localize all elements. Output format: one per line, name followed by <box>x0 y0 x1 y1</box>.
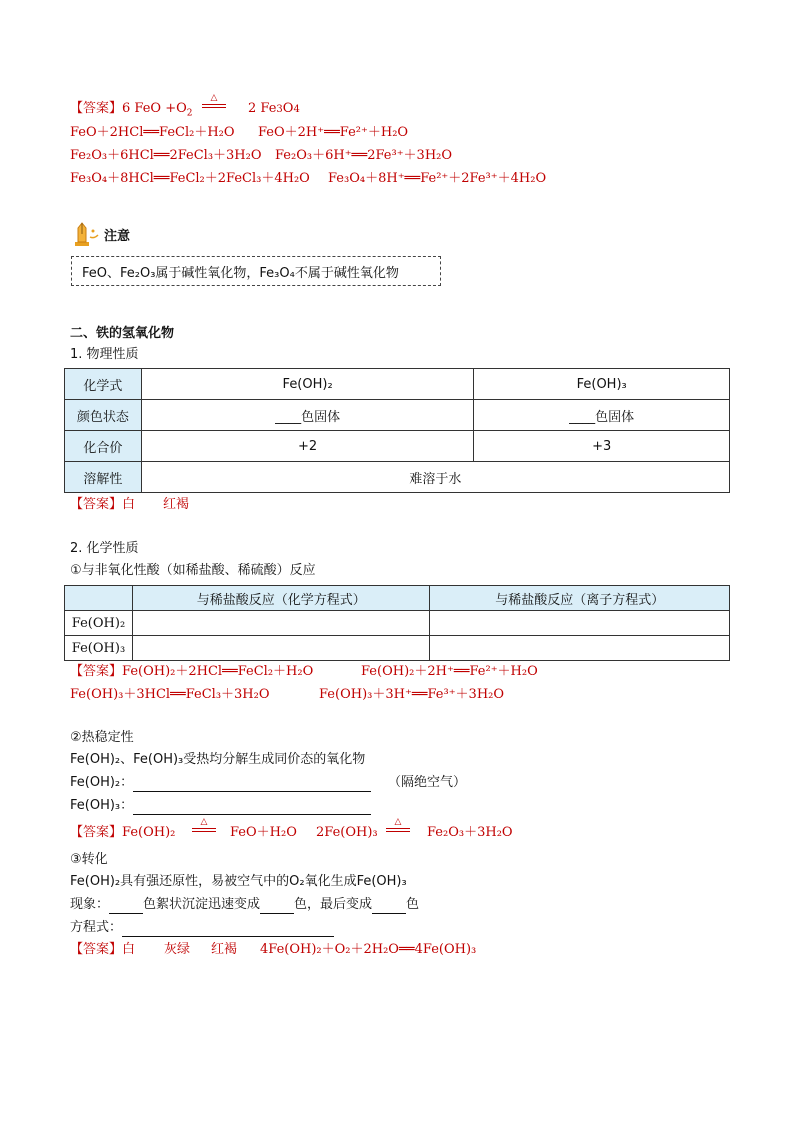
table-cell: Fe(OH)₂ <box>141 369 473 400</box>
answer-color-2: 红褐 <box>163 497 190 512</box>
eq-feo-product: FeO＋H₂O <box>230 825 297 840</box>
color-blank-2[interactable] <box>260 899 294 914</box>
table-cell: ____色固体 <box>474 400 730 431</box>
section-heading: 二、铁的氢氧化物 <box>70 326 175 341</box>
answer-label: 【答案】 <box>70 497 123 512</box>
table-row <box>65 586 730 611</box>
sub-heading-physical: 1. 物理性质 <box>70 347 139 362</box>
color-blank-1[interactable] <box>109 899 143 914</box>
table-row <box>65 462 730 493</box>
answer-color-gray-green: 灰绿 <box>164 942 191 957</box>
answer-line-2 <box>70 124 409 142</box>
table-cell[interactable] <box>132 636 430 661</box>
answer-color-red-brown: 红褐 <box>211 942 238 957</box>
sub-heading-conversion: ③转化 <box>70 852 108 867</box>
table-cell <box>65 586 133 611</box>
answer-line-physical <box>70 496 190 514</box>
pen-note-icon <box>71 222 101 248</box>
answer-line-conversion <box>70 941 477 959</box>
thermal-fe2-line <box>70 774 467 792</box>
thermal-fe2-note: （隔绝空气） <box>388 775 467 790</box>
thermal-description: Fe(OH)₂、Fe(OH)₃受热均分解生成同价态的氧化物 <box>70 752 366 767</box>
heat-arrow: △ <box>192 818 216 832</box>
table-cell[interactable] <box>430 636 730 661</box>
table-cell: 化学式 <box>65 369 142 400</box>
eq-oxidation: 4Fe(OH)₂＋O₂＋2H₂O══4Fe(OH)₃ <box>260 942 477 957</box>
answer-line-3 <box>70 147 453 165</box>
answer-line-acid-1 <box>70 663 538 681</box>
answer-line-acid-2 <box>70 686 505 704</box>
sub-heading-thermal: ②热稳定性 <box>70 730 134 745</box>
eq-fe2o3-hcl: Fe₂O₃＋6HCl══2FeCl₃＋3H₂O <box>70 148 262 163</box>
eq-feo-hcl: FeO＋2HCl══FeCl₂＋H₂O <box>70 125 235 140</box>
table-cell: 化合价 <box>65 431 142 462</box>
answer-label: 【答案】 <box>70 825 123 840</box>
table-row <box>65 400 730 431</box>
acid-reaction-table <box>64 585 730 661</box>
equation-label: 方程式： <box>70 920 123 935</box>
table-row <box>65 636 730 661</box>
eq-fe3o4-product: 2 Fe3O4 <box>248 101 300 116</box>
eq-fe3o4-hcl: Fe₃O₄＋8HCl══FeCl₂＋2FeCl₃＋4H₂O <box>70 171 310 186</box>
eq-fe2o3-product: Fe₂O₃＋3H₂O <box>427 825 513 840</box>
table-cell: 难溶于水 <box>141 462 729 493</box>
eq-fe2o3-h-ion: Fe₂O₃＋6H⁺══2Fe³⁺＋3H₂O <box>275 148 453 163</box>
eq-feoh3-hcl: Fe(OH)₃＋3HCl══FeCl₃＋3H₂O <box>70 687 270 702</box>
eq-feo-h-ion: FeO＋2H⁺══Fe²⁺＋H₂O <box>258 125 409 140</box>
heat-arrow: △ <box>386 818 410 832</box>
sub-heading-chemical: 2. 化学性质 <box>70 541 139 556</box>
phenomenon-line <box>70 896 419 914</box>
eq-fe3o4-h-ion: Fe₃O₄＋8H⁺══Fe²⁺＋2Fe³⁺＋4H₂O <box>328 171 547 186</box>
table-cell: +3 <box>474 431 730 462</box>
table-cell: 与稀盐酸反应（化学方程式） <box>132 586 430 611</box>
eq-feoh2-h-ion: Fe(OH)₂＋2H⁺══Fe²⁺＋H₂O <box>361 664 538 679</box>
table-cell: Fe(OH)₃ <box>65 636 133 661</box>
heat-arrow: △ <box>202 94 226 108</box>
sub-heading-acid: ①与非氧化性酸（如稀盐酸、稀硫酸）反应 <box>70 563 316 578</box>
answer-color-1: 白 <box>122 497 136 512</box>
note-title: 注意 <box>104 229 131 244</box>
table-cell: Fe(OH)₃ <box>474 369 730 400</box>
physical-properties-table <box>64 368 730 493</box>
thermal-fe2-label: Fe(OH)₂： <box>70 775 134 790</box>
answer-line-1 <box>70 93 300 123</box>
table-cell: 溶解性 <box>65 462 142 493</box>
phenomenon-label: 现象： <box>70 897 110 912</box>
table-cell: 与稀盐酸反应（离子方程式） <box>430 586 730 611</box>
eq-feoh3-reactant: 2Fe(OH)₃ <box>316 825 378 840</box>
answer-label: 【答案】 <box>70 101 123 116</box>
eq-feoh3-h-ion: Fe(OH)₃＋3H⁺══Fe³⁺＋3H₂O <box>319 687 505 702</box>
table-row <box>65 611 730 636</box>
answer-line-4 <box>70 170 547 188</box>
answer-color-white: 白 <box>122 942 136 957</box>
phenomenon-text-1: 色絮状沉淀迅速变成 <box>143 897 261 912</box>
thermal-fe3-blank[interactable] <box>133 800 371 815</box>
table-cell: 颜色状态 <box>65 400 142 431</box>
eq-feoh2-hcl: Fe(OH)₂＋2HCl══FeCl₂＋H₂O <box>122 664 314 679</box>
answer-label: 【答案】 <box>70 942 123 957</box>
note-box <box>71 256 441 286</box>
table-cell[interactable] <box>132 611 430 636</box>
equation-blank[interactable] <box>122 922 334 937</box>
table-cell: Fe(OH)₂ <box>65 611 133 636</box>
equation-line <box>70 919 334 937</box>
table-cell: ____色固体 <box>141 400 473 431</box>
answer-line-thermal <box>70 817 513 842</box>
table-row <box>65 369 730 400</box>
phenomenon-text-3: 色 <box>406 897 420 912</box>
thermal-fe3-line <box>70 797 371 815</box>
color-blank-3[interactable] <box>372 899 406 914</box>
conversion-description: Fe(OH)₂具有强还原性，易被空气中的O₂氧化生成Fe(OH)₃ <box>70 874 407 889</box>
thermal-fe2-blank[interactable] <box>133 777 371 792</box>
phenomenon-text-2: 色，最后变成 <box>294 897 373 912</box>
eq-feoh2-reactant: Fe(OH)₂ <box>122 825 176 840</box>
table-cell[interactable] <box>430 611 730 636</box>
eq-feo-o2: 6 FeO $+O_2$ <box>122 101 193 119</box>
table-row <box>65 431 730 462</box>
note-text: FeO、Fe₂O₃属于碱性氧化物，Fe₃O₄不属于碱性氧化物 <box>82 266 399 281</box>
answer-label: 【答案】 <box>70 664 123 679</box>
table-cell: +2 <box>141 431 473 462</box>
thermal-fe3-label: Fe(OH)₃： <box>70 798 134 813</box>
